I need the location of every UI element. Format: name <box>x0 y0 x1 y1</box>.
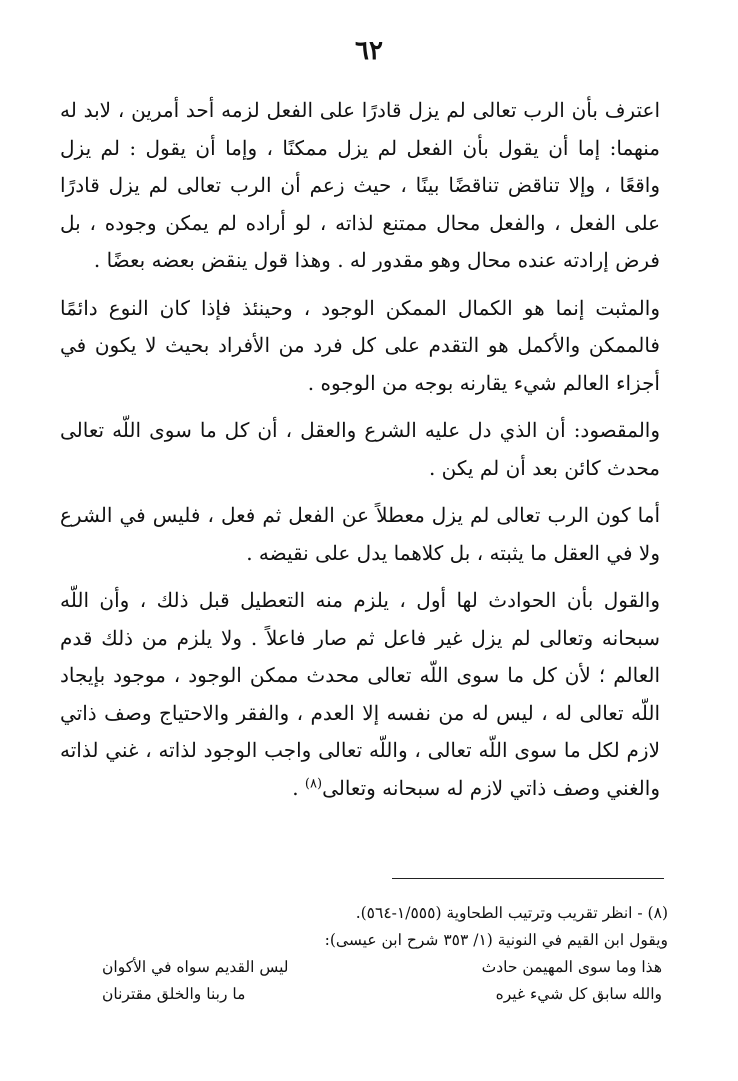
paragraph: والمثبت إنما هو الكمال الممكن الوجود ، وحينئذ فإذا كان النوع دائمًا فالممكن والأكمل هو التقدم على كل فرد من الأفراد بحيث لا يكون في أجزاء العالم شيء يقارنه بوجه من الوجوه . <box>60 295 660 395</box>
footnotes <box>58 900 668 1008</box>
paragraph-last <box>60 582 660 807</box>
page-number: ٦٢ <box>355 36 383 66</box>
poem-verse <box>102 981 662 1008</box>
footnote-separator <box>392 878 664 879</box>
paragraph: والمقصود: أن الذي دل عليه الشرع والعقل ، أن كل ما سوى اللّه تعالى محدث كائن بعد أن لم يكن . <box>60 418 660 480</box>
verse-first-half: والله سابق كل شيء غيره <box>495 985 662 1003</box>
body-text <box>60 92 660 807</box>
paragraph-end: . <box>292 775 305 800</box>
verse-second-half: ما ربنا والخلق مقترنان <box>102 985 246 1003</box>
footnote: (٨) - انظر تقريب وترتيب الطحاوية (١/٥٥٥-٥٦٤). <box>355 904 668 922</box>
paragraph: اعترف بأن الرب تعالى لم يزل قادرًا على الفعل لزمه أحد أمرين ، لابد له منهما: إما أن يقول بأن الفعل لم يزل ممكنًا ، وإما أن يقول : لم يزل واقعًا ، وإلا تناقض تناقضًا بينًا ، حيث زعم أن الرب تعالى لم يزل قادرًا على الفعل ، والفعل محال ممتنع لذاته ، لو أراده لم يمكن وجوده ، بل فرض إرادته عنده محال وهو مقدور له . وهذا قول ينقض بعضه بعضًا . <box>60 98 660 272</box>
poem-verse <box>102 954 662 981</box>
footnote-intro: ويقول ابن القيم في النونية (١/ ٣٥٣ شرح ابن عيسى): <box>324 931 668 949</box>
verse-first-half: هذا وما سوى المهيمن حادث <box>481 958 662 976</box>
paragraph-text: والقول بأن الحوادث لها أول ، يلزم منه التعطيل قبل ذلك ، وأن اللّه سبحانه وتعالى لم يزل غير فاعل ثم صار فاعلاً . ولا يلزم من ذلك قدم العالم ؛ لأن كل ما سوى اللّه تعالى محدث ممكن الوجود ، موجود بإيجاد اللّه تعالى له ، ليس له من نفسه إلا العدم ، والفقر والاحتياج وصف ذاتي لازم لكل ما سوى اللّه تعالى ، واللّه تعالى واجب الوجود لذاته ، غني لذاته والغني وصف ذاتي لازم له سبحانه وتعالى <box>60 588 661 800</box>
paragraph: أما كون الرب تعالى لم يزل معطلاً عن الفعل ثم فعل ، فليس في الشرع ولا في العقل ما يثبته ، بل كلاهما يدل على نقيضه . <box>60 503 661 565</box>
footnote-reference: (٨) <box>304 775 323 791</box>
verse-second-half: ليس القديم سواه في الأكوان <box>102 958 289 976</box>
